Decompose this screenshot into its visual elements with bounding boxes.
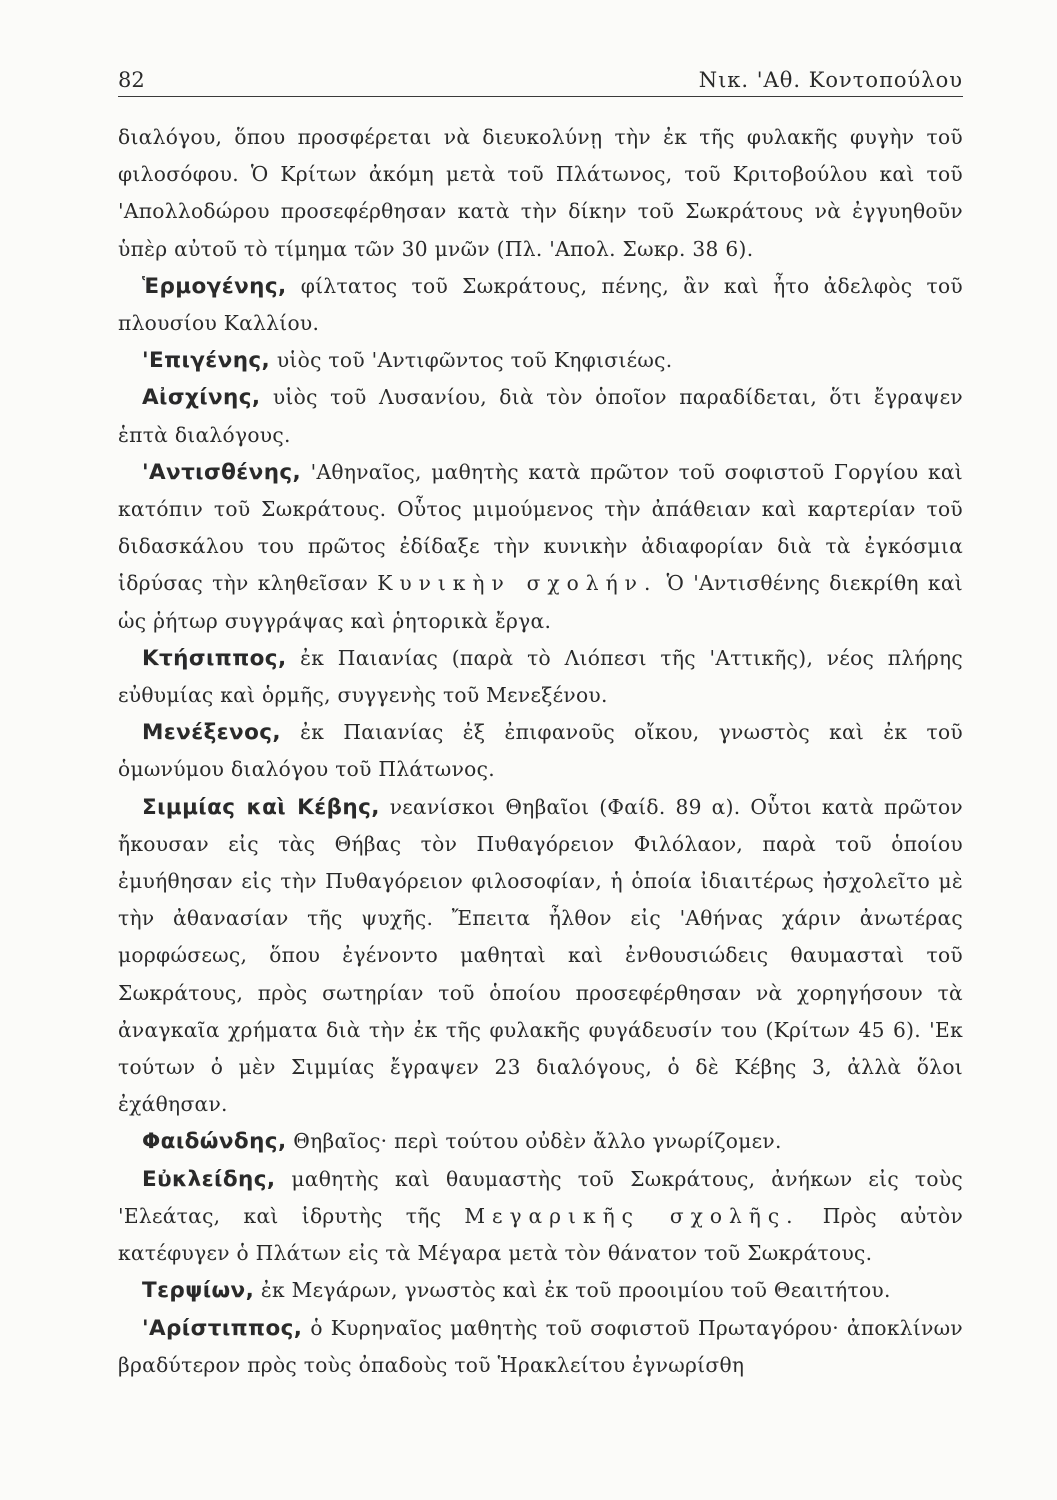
- entry-terpsion: [118, 1272, 963, 1309]
- running-head-author: Νικ. 'Αθ. Κοντοπούλου: [698, 68, 963, 92]
- entry-text: υἱὸς τοῦ Λυσανίου, διὰ τὸν ὁποῖον παραδίδεται, ὅτι ἔγραψεν ἑπτὰ διαλόγους.: [118, 385, 963, 447]
- entry-aischines: [118, 379, 963, 453]
- entry-simmias-kebes: [118, 789, 963, 1124]
- entry-text: ἐκ Παιανίας (παρὰ τὸ Λιόπεσι τῆς 'Αττικῆς), νέος πλήρης εὐθυμίας καὶ ὁρμῆς, συγγενὴς τοῦ Μενεξένου.: [118, 645, 963, 708]
- entry-text: ἐκ Μεγάρων, γνωστὸς καὶ ἐκ τοῦ προοιμίου τοῦ Θεαιτήτου.: [260, 1278, 891, 1303]
- entry-term: Τερψίων,: [142, 1278, 255, 1304]
- entry-epigenes: [118, 342, 963, 379]
- entry-spaced-text: Μεγαρικῆς σχολῆς.: [464, 1203, 800, 1228]
- entry-term: Εὐκλείδης,: [142, 1166, 276, 1192]
- entry-text: μαθητὴς καὶ θαυμαστὴς τοῦ Σωκράτους, ἀνήκων εἰς τοὺς 'Ελεάτας, καὶ ἱδρυτὴς τῆς: [118, 1166, 963, 1228]
- entry-spaced-text: Κυνικὴν σχολήν.: [377, 571, 658, 596]
- entry-antisthenes: [118, 454, 963, 640]
- entry-text: φίλτατος τοῦ Σωκράτους, πένης, ἂν καὶ ἦτο ἀδελφὸς τοῦ πλουσίου Καλλίου.: [118, 273, 963, 336]
- entry-term: 'Αντισθένης,: [142, 459, 302, 485]
- entry-hermogenes: [118, 268, 963, 342]
- entry-text: Πρὸς αὐτὸν κατέφυγεν ὁ Πλάτων εἰς τὰ Μέγαρα μετὰ τὸν θάνατον τοῦ Σωκράτους.: [118, 1203, 964, 1266]
- page-body: [118, 119, 963, 1384]
- entry-menexenos: [118, 714, 963, 788]
- entry-term: Ἑρμογένης,: [142, 273, 287, 299]
- entry-term: Αἰσχίνης,: [142, 385, 261, 411]
- entry-term: Κτήσιππος,: [142, 645, 287, 671]
- entry-aristippos: [118, 1310, 963, 1384]
- entry-text: Θηβαῖος· περὶ τούτου οὐδὲν ἄλλο γνωρίζομεν.: [293, 1129, 782, 1154]
- entry-ktesippos: [118, 640, 963, 714]
- entry-term: Σιμμίας καὶ Κέβης,: [142, 794, 380, 820]
- page-number: 82: [118, 68, 145, 92]
- entry-term: Μενέξενος,: [142, 720, 281, 746]
- entry-text: υἱὸς τοῦ 'Αντιφῶντος τοῦ Κηφισιέως.: [276, 348, 673, 373]
- entry-term: 'Επιγένης,: [142, 348, 271, 374]
- entry-text: ὁ Κυρηναῖος μαθητὴς τοῦ σοφιστοῦ Πρωταγόρου· ἀποκλίνων βραδύτερον πρὸς τοὺς ὀπαδοὺς τοῦ Ἡρακλείτου ἐγνωρίσθη: [118, 1315, 964, 1377]
- intro-paragraph: διαλόγου, ὅπου προσφέρεται νὰ διευκολύνῃ τὴν ἐκ τῆς φυλακῆς φυγὴν τοῦ φιλοσόφου. Ὁ Κρίτων ἀκόμη μετὰ τοῦ Πλάτωνος, τοῦ Κριτοβούλου καὶ τοῦ 'Απολλοδώρου προσεφέρθησαν κατὰ τὴν δίκην τοῦ Σωκράτους νὰ ἐγγυηθοῦν ὑπὲρ αὐτοῦ τὸ τίμημα τῶν 30 μνῶν (Πλ. 'Απολ. Σωκρ. 38 6).: [118, 125, 963, 261]
- running-header: [118, 62, 963, 97]
- entry-phaidondes: [118, 1123, 963, 1160]
- entry-text: 'Αθηναῖος, μαθητὴς κατὰ πρῶτον τοῦ σοφιστοῦ Γοργίου καὶ κατόπιν τοῦ Σωκράτους. Οὗτος μιμούμενος τὴν ἀπάθειαν καὶ καρτερίαν τοῦ διδασκάλου του πρῶτος ἐδίδαξε τὴν κυνικὴν ἀδιαφορίαν διὰ τὰ ἐγκόσμια ἱδρύσας τὴν κληθεῖσαν: [118, 459, 964, 596]
- page: [118, 62, 963, 1472]
- entry-text: Ὁ 'Αντισθένης διεκρίθη καὶ ὡς ῥήτωρ συγγράψας καὶ ῥητορικὰ ἔργα.: [118, 571, 963, 633]
- entry-eukleides: [118, 1161, 963, 1273]
- entry-term: Φαιδώνδης,: [142, 1129, 287, 1155]
- entry-text: ἐκ Παιανίας ἐξ ἐπιφανοῦς οἴκου, γνωστὸς καὶ ἐκ τοῦ ὁμωνύμου διαλόγου τοῦ Πλάτωνος.: [118, 720, 963, 782]
- entry-term: 'Αρίστιππος,: [142, 1315, 303, 1341]
- entry-text: νεανίσκοι Θηβαῖοι (Φαίδ. 89 α). Οὗτοι κατὰ πρῶτον ἤκουσαν εἰς τὰς Θήβας τὸν Πυθαγόρειον Φιλόλαον, παρὰ τοῦ ὁποίου ἐμυήθησαν εἰς τὴν Πυθαγόρειον φιλοσοφίαν, ἡ ὁποία ἰδιαιτέρως ἠσχολεῖτο μὲ τὴν ἀθανασίαν τῆς ψυχῆς. Ἔπειτα ἦλθον εἰς 'Αθήνας χάριν ἀνωτέρας μορφώσεως, ὅπου ἐγένοντο μαθηταὶ καὶ ἐνθουσιώδεις θαυμασταὶ τοῦ Σωκράτους, πρὸς σωτηρίαν τοῦ ὁποίου προσεφέρθησαν νὰ χορηγήσουν τὰ ἀναγκαῖα χρήματα διὰ τὴν ἐκ τῆς φυλακῆς φυγάδευσίν του (Κρίτων 45 6). 'Εκ τούτων ὁ μὲν Σιμμίας ἔγραψεν 23 διαλόγους, ὁ δὲ Κέβης 3, ἀλλὰ ὅλοι ἐχάθησαν.: [118, 794, 964, 1117]
